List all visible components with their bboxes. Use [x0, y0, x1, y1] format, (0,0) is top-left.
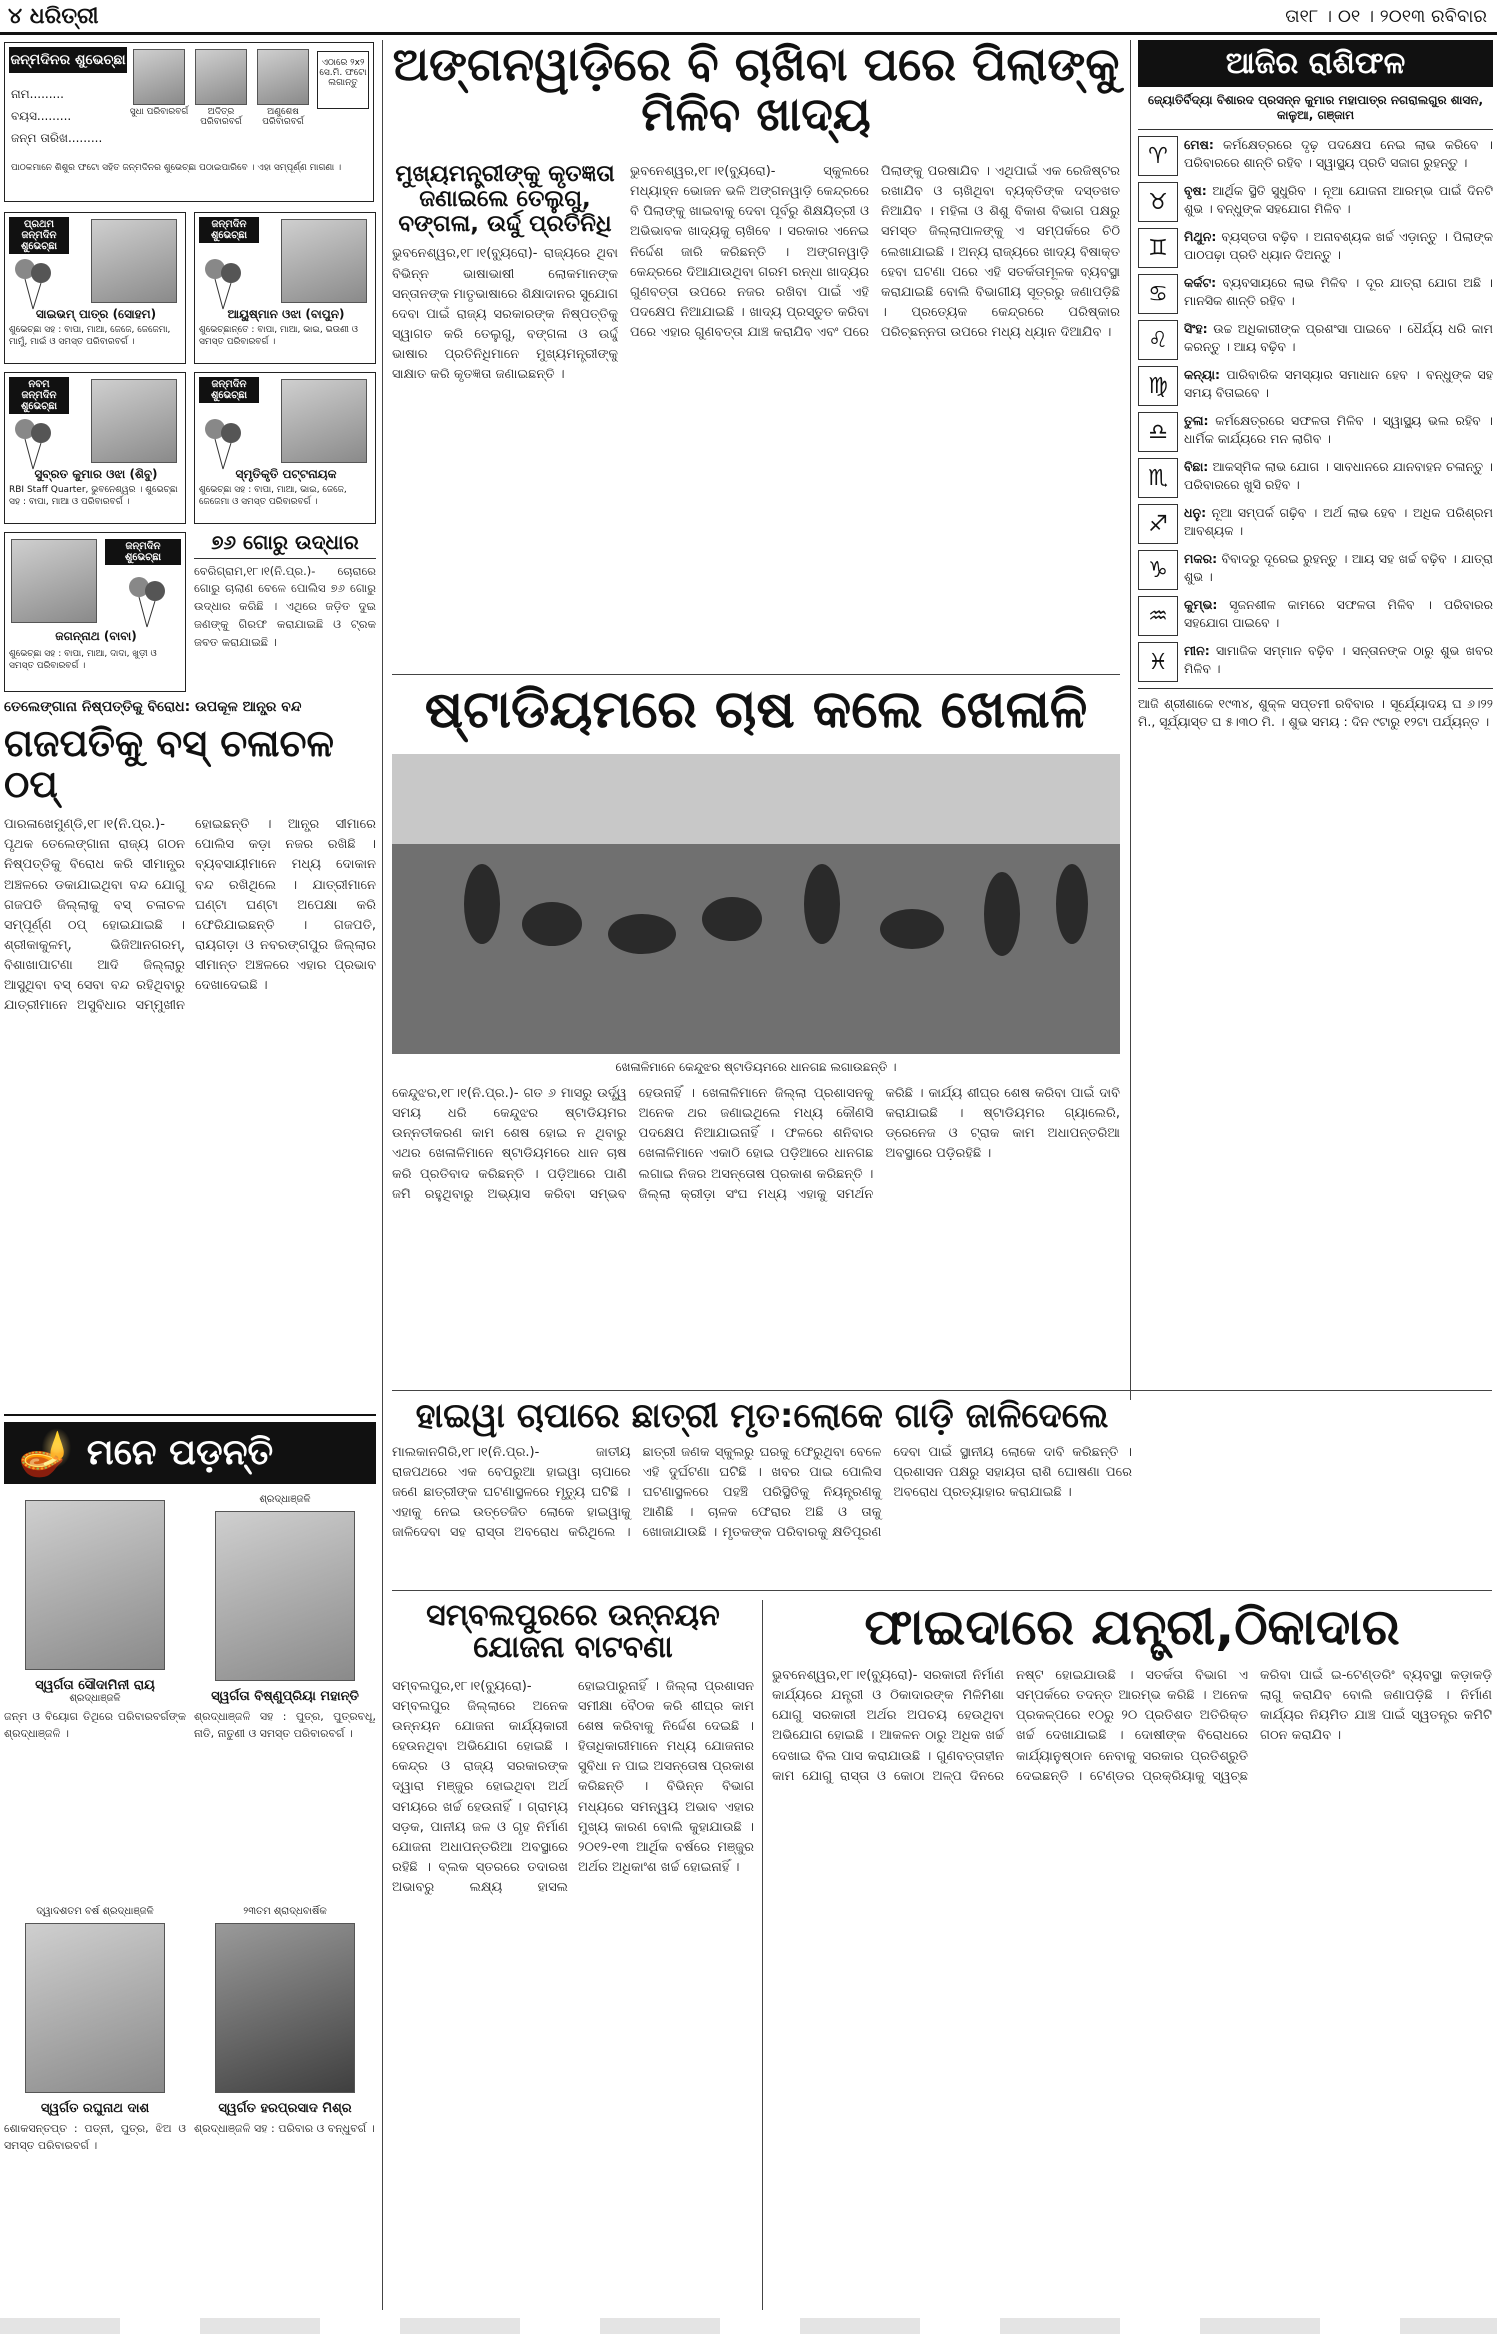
rashifal-title: ଆଜିର ରାଶିଫଳ	[1138, 40, 1493, 87]
leo-icon: ♌	[1138, 320, 1178, 360]
story-sambalpur	[392, 1600, 754, 2310]
birthday-text: RBI Staff Quarter, ଭୁବନେଶ୍ୱର । ଶୁଭେଚ୍ଛା ସହ : ବାପା, ମାଆ ଓ ପରିବାରବର୍ଗ ।	[9, 485, 178, 507]
child-name: ଆୟୁଷ୍ମାନ ଓଝା (ବାପୁନ)	[227, 307, 345, 321]
child-name: ସାଇଭମ୍ ପାତ୍ର (ସୋହମ)	[35, 307, 157, 321]
headline: ସମ୍ବଲପୁରରେ ଉନ୍ନୟନ ଯୋଜନା ବାଟବଣା	[426, 1598, 720, 1666]
kicker: ତେଲେଙ୍ଗାନା ନିଷ୍ପତ୍ତିକୁ ବିରୋଧ: ଉପକୂଳ ଆନ୍ଧ୍ର ବନ୍ଦ	[4, 699, 302, 715]
balloons-icon	[11, 255, 57, 311]
rashi-name: ଧନୁ:	[1184, 505, 1207, 520]
story-hywa	[392, 1398, 1132, 1578]
birthday-form-box	[4, 42, 374, 202]
story-cm-thanks	[392, 162, 618, 662]
memorial-text: ଶ୍ରଦ୍ଧାଞ୍ଜଳି ସହ : ପୁତ୍ର, ପୁତ୍ରବଧୂ, ନାତି, ନାତୁଣୀ ଓ ସମସ୍ତ ପରିବାରବର୍ଗ ।	[194, 1710, 376, 1741]
aries-icon: ♈	[1138, 136, 1178, 176]
birthday-form-title: ଜନ୍ମଦିନର ଶୁଭେଚ୍ଛା	[9, 47, 127, 73]
memorial-text: ଶ୍ରଦ୍ଧାଞ୍ଜଳି ସହ : ପରିବାର ଓ ବନ୍ଧୁବର୍ଗ ।	[194, 2122, 375, 2135]
column-rule	[1130, 40, 1131, 1400]
rashi-name: କନ୍ୟା:	[1184, 367, 1221, 382]
cancer-icon: ♋	[1138, 274, 1178, 314]
header-rule	[0, 32, 1497, 35]
story-cows	[194, 532, 376, 692]
rashi-name: ବୃଷ:	[1184, 183, 1207, 198]
birthday-ad	[194, 372, 376, 524]
memorial-title: ମନେ ପଡ଼ନ୍ତି	[86, 1432, 274, 1473]
article-body: ଭୁବନେଶ୍ୱର,୧୮।୧(ବ୍ୟୁରୋ)- ସ୍କୁଲରେ ମଧ୍ୟାହ୍ନ ଭୋଜନ ଭଳି ଅଙ୍ଗନୱାଡ଼ି କେନ୍ଦ୍ରରେ ବି ପିଲାଙ୍କୁ ଖାଇବାକୁ ଦେବା ପୂର୍ବରୁ ଶିକ୍ଷୟିତ୍ରୀ ଓ ଅଭିଭାବକ ଖାଦ୍ୟକୁ ଚାଖିବେ । ସରକାର ଏନେଇ ନିର୍ଦ୍ଦେଶ ଜାରି କରିଛନ୍ତି । ଅଙ୍ଗନୱାଡ଼ି କେନ୍ଦ୍ରରେ ଦିଆଯାଉଥିବା ଗରମ ରନ୍ଧା ଖାଦ୍ୟର ଗୁଣବତ୍ତା ଉପରେ ନଜର ରଖିବା ପାଇଁ ଏହି ପଦକ୍ଷେପ ନିଆଯାଇଛି । ଖାଦ୍ୟ ପ୍ରସ୍ତୁତ କରିବା ପରେ ଏହାର ଗୁଣବତ୍ତା ଯାଞ୍ଚ କରାଯିବ ଏବଂ ପରେ ପିଲାଙ୍କୁ ପରଷାଯିବ । ଏଥିପାଇଁ ଏକ ରେଜିଷ୍ଟର ରଖାଯିବ ଓ ଚାଖିଥିବା ବ୍ୟକ୍ତିଙ୍କ ଦସ୍ତଖତ ନିଆଯିବ । ମହିଳା ଓ ଶିଶୁ ବିକାଶ ବିଭାଗ ପକ୍ଷରୁ ସମସ୍ତ ଜିଲ୍ଲାପାଳଙ୍କୁ ଏ ସମ୍ପର୍କରେ ଚିଠି ଲେଖାଯାଇଛି । ଅନ୍ୟ ରାଜ୍ୟରେ ଖାଦ୍ୟ ବିଷାକ୍ତ ହେବା ଘଟଣା ପରେ ଏହି ସତର୍କତାମୂଳକ ବ୍ୟବସ୍ଥା କରାଯାଇଛି ବୋଲି ବିଭାଗୀୟ ସୂତ୍ରରୁ ଜଣାପଡ଼ିଛି । ପ୍ରତ୍ୟେକ କେନ୍ଦ୍ରରେ ପରିଷ୍କାର ପରିଚ୍ଛନ୍ନତା ଉପରେ ମଧ୍ୟ ଧ୍ୟାନ ଦିଆଯିବ ।	[630, 164, 1120, 341]
rashi-text: ଉଚ୍ଚ ଅଧିକାରୀଙ୍କ ପ୍ରଶଂସା ପାଇବେ । ଧୈର୍ଯ୍ୟ ଧରି କାମ କରନ୍ତୁ । ଆୟ ବଢ଼ିବ ।	[1184, 321, 1494, 355]
article-body: ଭୁବନେଶ୍ୱର,୧୮।୧(ବ୍ୟୁରୋ)- ସରକାରୀ ନିର୍ମାଣ କାର୍ଯ୍ୟରେ ଯନ୍ତ୍ରୀ ଓ ଠିକାଦାରଙ୍କ ମିଳିମିଶା ଯୋଗୁ ସରକାରୀ ଅର୍ଥର ଅପଚୟ ହେଉଥିବା ଅଭିଯୋଗ ହୋଇଛି । ଆକଳନ ଠାରୁ ଅଧିକ ଖର୍ଚ୍ଚ ଦେଖାଇ ବିଲ ପାସ କରାଯାଉଛି । ଗୁଣବତ୍ତାହୀନ କାମ ଯୋଗୁ ରାସ୍ତା ଓ କୋଠା ଅଳ୍ପ ଦିନରେ ନଷ୍ଟ ହୋଇଯାଉଛି । ସତର୍କତା ବିଭାଗ ଏ ସମ୍ପର୍କରେ ତଦନ୍ତ ଆରମ୍ଭ କରିଛି । ଅନେକ ପ୍ରକଳ୍ପରେ ୧୦ରୁ ୨୦ ପ୍ରତିଶତ ଅତିରିକ୍ତ ଖର୍ଚ୍ଚ ଦେଖାଯାଇଛି । ଦୋଷୀଙ୍କ ବିରୋଧରେ କାର୍ଯ୍ୟାନୁଷ୍ଠାନ ନେବାକୁ ସରକାର ପ୍ରତିଶ୍ରୁତି ଦେଇଛନ୍ତି । ଟେଣ୍ଡର ପ୍ରକ୍ରିୟାକୁ ସ୍ୱଚ୍ଛ କରିବା ପାଇଁ ଇ-ଟେଣ୍ଡରିଂ ବ୍ୟବସ୍ଥା କଡ଼ାକଡ଼ି ଲାଗୁ କରାଯିବ ବୋଲି ଜଣାପଡ଼ିଛି । ନିର୍ମାଣ କାର୍ଯ୍ୟର ନିୟମିତ ଯାଞ୍ଚ ପାଇଁ ସ୍ୱତନ୍ତ୍ର କମିଟି ଗଠନ କରାଯିବ ।	[772, 1668, 1492, 1784]
headline: ମୁଖ୍ୟମନ୍ତ୍ରୀଙ୍କୁ କୃତଜ୍ଞତା ଜଣାଇଲେ ତେଲୁଗୁ, ବଙ୍ଗଳା, ଉର୍ଦ୍ଦୁ ପ୍ରତିନିଧି	[395, 161, 615, 237]
portrait-photo	[25, 1500, 165, 1670]
birthday-text: ଶୁଭେଚ୍ଛାନ୍ତେ : ବାପା, ମାଆ, ଭାଇ, ଭଉଣୀ ଓ ସମସ୍ତ ପରିବାରବର୍ଗ ।	[199, 325, 358, 347]
photo-caption: ଖେଳାଳିମାନେ କେନ୍ଦୁଝର ଷ୍ଟାଡିୟମରେ ଧାନଗଛ ଲଗାଉଛନ୍ତି ।	[615, 1060, 897, 1074]
child-photo	[133, 49, 185, 105]
portrait-photo	[215, 1923, 355, 2093]
portrait-photo	[25, 1923, 165, 2093]
rashi-item	[1138, 228, 1493, 268]
rashi-text: ବ୍ୟସ୍ତତା ବଢ଼ିବ । ଅନାବଶ୍ୟକ ଖର୍ଚ୍ଚ ଏଡ଼ାନ୍ତୁ । ପିଲାଙ୍କ ପାଠପଢ଼ା ପ୍ରତି ଧ୍ୟାନ ଦିଅନ୍ତୁ ।	[1184, 229, 1493, 263]
child-photo	[195, 49, 247, 105]
page-footer-strip	[0, 2318, 1497, 2334]
rashi-item	[1138, 596, 1493, 636]
birthday-tag: ପ୍ରଥମ ଜନ୍ମଦିନ ଶୁଭେଚ୍ଛା	[9, 217, 69, 254]
child-photo	[281, 379, 367, 463]
aquarius-icon: ♒	[1138, 596, 1178, 636]
birthday-ad	[194, 212, 376, 364]
column-rule	[382, 40, 383, 2310]
scorpio-icon: ♏	[1138, 458, 1178, 498]
birthday-text: ଶୁଭେଚ୍ଛା ସହ : ବାପା, ମାଆ, ଭାଇ, ଜେଜେ, ଜେଜେମା ଓ ସମସ୍ତ ପରିବାରବର୍ଗ ।	[199, 485, 347, 507]
birthday-tag: ଜନ୍ମଦିନ ଶୁଭେଚ୍ଛା	[199, 217, 259, 243]
photo-size-note: ଏଠାରେ ୨x୨ ସେ.ମି. ଫଟୋ ଲଗାନ୍ତୁ	[317, 51, 369, 109]
rashi-item	[1138, 320, 1493, 360]
birthday-text: ଶୁଭେଚ୍ଛା ସହ : ବାପା, ମାଆ, ଜେଜେ, ଜେଜେମା, ମାମୁଁ, ମାଇଁ ଓ ସମସ୍ତ ପରିବାରବର୍ଗ ।	[9, 325, 171, 347]
article-body: କେନ୍ଦୁଝର,୧୮।୧(ନି.ପ୍ର.)- ଗତ ୬ ମାସରୁ ଉର୍ଦ୍ଧ୍ୱ ସମୟ ଧରି କେନ୍ଦୁଝର ଷ୍ଟାଡିୟମର ଉନ୍ନତୀକରଣ କାମ ଶେଷ ହୋଇ ନ ଥିବାରୁ ଏଥର ଖେଳାଳିମାନେ ଷ୍ଟାଡିୟମରେ ଧାନ ଚାଷ କରି ପ୍ରତିବାଦ କରିଛନ୍ତି । ପଡ଼ିଆରେ ପାଣି ଜମି ରହୁଥିବାରୁ ଅଭ୍ୟାସ କରିବା ସମ୍ଭବ ହେଉନାହିଁ । ଖେଳାଳିମାନେ ଜିଲ୍ଲା ପ୍ରଶାସନକୁ ଅନେକ ଥର ଜଣାଇଥିଲେ ମଧ୍ୟ କୌଣସି ପଦକ୍ଷେପ ନିଆଯାଇନାହିଁ । ଫଳରେ ଶନିବାର ଖେଳାଳିମାନେ ଏକାଠି ହୋଇ ପଡ଼ିଆରେ ଧାନଗଛ ଲଗାଇ ନିଜର ଅସନ୍ତୋଷ ପ୍ରକାଶ କରିଛନ୍ତି । ଜିଲ୍ଲା କ୍ରୀଡ଼ା ସଂଘ ମଧ୍ୟ ଏହାକୁ ସମର୍ଥନ କରିଛି । କାର୍ଯ୍ୟ ଶୀଘ୍ର ଶେଷ କରିବା ପାଇଁ ଦାବି କରାଯାଇଛି । ଷ୍ଟାଡିୟମର ଗ୍ୟାଲେରି, ଡ୍ରେନେଜ ଓ ଟ୍ରାକ କାମ ଅଧାପନ୍ତରିଆ ଅବସ୍ଥାରେ ପଡ଼ିରହିଛି ।	[392, 1086, 1120, 1202]
memorial-card	[4, 1906, 186, 2306]
rashi-text: ବ୍ୟବସାୟରେ ଲାଭ ମିଳିବ । ଦୂର ଯାତ୍ରା ଯୋଗ ଅଛି । ମାନସିକ ଶାନ୍ତି ରହିବ ।	[1184, 275, 1493, 309]
rashi-name: ମୀନ:	[1184, 643, 1210, 658]
story-contractor	[772, 1600, 1492, 2310]
headline: ୭୬ ଗୋରୁ ଉଦ୍ଧାର	[194, 532, 376, 559]
rashi-item	[1138, 136, 1493, 176]
libra-icon: ♎	[1138, 412, 1178, 452]
rashi-name: ସିଂହ:	[1184, 321, 1208, 336]
rashi-item	[1138, 642, 1493, 682]
gemini-icon: ♊	[1138, 228, 1178, 268]
article-body: ପାରଳାଖେମୁଣ୍ଡି,୧୮।୧(ନି.ପ୍ର.)- ପୃଥକ ତେଲେଙ୍ଗାନା ରାଜ୍ୟ ଗଠନ ନିଷ୍ପତ୍ତିକୁ ବିରୋଧ କରି ସୀମାନ୍ଧ୍ର ଅଞ୍ଚଳରେ ଡକାଯାଇଥିବା ବନ୍ଦ ଯୋଗୁ ଗଜପତି ଜିଲ୍ଲାକୁ ବସ୍ ଚଳାଚଳ ସମ୍ପୂର୍ଣ୍ଣ ଠପ୍ ହୋଇଯାଇଛି । ଶ୍ରୀକାକୁଳମ୍, ଭିଜିଆନଗରମ୍, ବିଶାଖାପାଟଣା ଆଦି ଜିଲ୍ଲାରୁ ଆସୁଥିବା ବସ୍ ସେବା ବନ୍ଦ ରହିଥିବାରୁ ଯାତ୍ରୀମାନେ ଅସୁବିଧାର ସମ୍ମୁଖୀନ ହୋଇଛନ୍ତି । ଆନ୍ଧ୍ର ସୀମାରେ ପୋଲିସ କଡ଼ା ନଜର ରଖିଛି । ବ୍ୟବସାୟୀମାନେ ମଧ୍ୟ ଦୋକାନ ବନ୍ଦ ରଖିଥିଲେ । ଯାତ୍ରୀମାନେ ଘଣ୍ଟା ଘଣ୍ଟା ଅପେକ୍ଷା କରି ଫେରିଯାଇଛନ୍ତି । ଗଜପତି, ରାୟଗଡ଼ା ଓ ନବରଙ୍ଗପୁର ଜିଲ୍ଲାର ସୀମାନ୍ତ ଅଞ୍ଚଳରେ ଏହାର ପ୍ରଭାବ ଦେଖାଦେଇଛି ।	[4, 817, 376, 1014]
balloons-icon	[11, 415, 57, 471]
sagittarius-icon: ♐	[1138, 504, 1178, 544]
person-name: ସ୍ୱର୍ଗତ ରଘୁନାଥ ଦାଶ	[40, 2101, 150, 2116]
rashi-item	[1138, 504, 1493, 544]
headline: ଗଜପତିକୁ ବସ୍ ଚଳାଚଳ ଠପ୍	[4, 721, 334, 807]
rashifal-subtitle: ଜ୍ୟୋତିର୍ବିଦ୍ୟା ବିଶାରଦ ପ୍ରସନ୍ନ କୁମାର ମହାପାତ୍ର ନଗରାଲଗୁର ଶାସନ, କାଳୁଆ, ଗଞ୍ଜାମ	[1138, 93, 1493, 130]
rashi-name: କର୍କଟ:	[1184, 275, 1217, 290]
section-rule	[392, 1590, 1492, 1591]
rashi-text: ସୃଜନଶୀଳ କାମରେ ସଫଳତା ମିଳିବ । ପରିବାରର ସହଯୋଗ ପାଇବେ ।	[1184, 597, 1493, 631]
form-field-dob: ଜନ୍ମ ତାରିଖ.........	[11, 131, 103, 145]
child-photo	[257, 49, 309, 105]
birthday-text: ଶୁଭେଚ୍ଛା ସହ : ବାପା, ମାଆ, ଦାଦା, ଖୁଡ଼ୀ ଓ ସମସ୍ତ ପରିବାରବର୍ଗ ।	[9, 649, 157, 671]
person-name: ସ୍ୱର୍ଗତା ସୌଦାମିନୀ ରାୟ	[35, 1678, 155, 1693]
photo-caption: ଅଦିତ୍ର ପରିବାରବର୍ଗ	[200, 107, 242, 127]
capricorn-icon: ♑	[1138, 550, 1178, 590]
birthday-ad	[4, 372, 186, 524]
rashi-name: ତୁଳା:	[1184, 413, 1209, 428]
section-rule	[392, 1390, 1492, 1391]
memorial-text: ଶୋକସନ୍ତପ୍ତ : ପତ୍ନୀ, ପୁତ୍ର, ଝିଅ ଓ ସମସ୍ତ ପରିବାରବର୍ଗ ।	[4, 2122, 186, 2153]
photo-caption: ସୁଧା ପରିବାରବର୍ଗ	[129, 107, 189, 117]
memorial-card	[4, 1494, 186, 1894]
panchanga: ଆଜି ଶ୍ରୀଶାକେ ୧୯୩୪, ଶୁକ୍ଳ ସପ୍ତମୀ ରବିବାର । ସୂର୍ଯ୍ୟୋଦୟ ଘ ୬।୨୨ ମି., ସୂର୍ଯ୍ୟାସ୍ତ ଘ ୫।୩୦ ମି. । ଶୁଭ ସମୟ : ଦିନ ୯ଟାରୁ ୧୨ଟା ପର୍ଯ୍ୟନ୍ତ ।	[1138, 688, 1493, 731]
stadium-photo	[392, 754, 1120, 1054]
section-rule	[392, 674, 1120, 675]
rashi-name: ମିଥୁନ:	[1184, 229, 1217, 244]
headline: ଫାଇଦାରେ ଯନ୍ତ୍ରୀ,ଠିକାଦାର	[864, 1598, 1400, 1656]
date-line: ତା୧୮ । ୦୧ । ୨୦୧୩ ରବିବାର	[1285, 6, 1487, 27]
story-bus	[4, 700, 376, 1405]
birthday-ads	[4, 212, 376, 692]
article-body: ମାଲକାନଗିରି,୧୮।୧(ନି.ପ୍ର.)- ଜାତୀୟ ରାଜପଥରେ ଏକ ବେପରୁଆ ହାଇୱା ଚାପାରେ ଜଣେ ଛାତ୍ରୀଙ୍କ ଘଟଣାସ୍ଥଳରେ ମୃତ୍ୟୁ ଘଟିଛି । ଏହାକୁ ନେଇ ଉତ୍ତେଜିତ ଲୋକେ ହାଇୱାକୁ ଜାଳିଦେବା ସହ ରାସ୍ତା ଅବରୋଧ କରିଥିଲେ । ଛାତ୍ରୀ ଜଣକ ସ୍କୁଲରୁ ଘରକୁ ଫେରୁଥିବା ବେଳେ ଏହି ଦୁର୍ଘଟଣା ଘଟିଛି । ଖବର ପାଇ ପୋଲିସ ଘଟଣାସ୍ଥଳରେ ପହଞ୍ଚି ପରିସ୍ଥିତିକୁ ନିୟନ୍ତ୍ରଣକୁ ଆଣିଛି । ଚାଳକ ଫେରାର ଅଛି ଓ ତାକୁ ଖୋଜାଯାଉଛି । ମୃତକଙ୍କ ପରିବାରକୁ କ୍ଷତିପୂରଣ ଦେବା ପାଇଁ ସ୍ଥାନୀୟ ଲୋକେ ଦାବି କରିଛନ୍ତି । ପ୍ରଶାସନ ପକ୍ଷରୁ ସହାୟତା ରାଶି ଘୋଷଣା ପରେ ଅବରୋଧ ପ୍ରତ୍ୟାହାର କରାଯାଇଛି ।	[392, 1444, 1132, 1541]
child-name: ସ୍ମୃତିକୃତି ପଟ୍ଟନାୟକ	[235, 467, 337, 481]
column-rule	[762, 1600, 763, 2310]
article-body: ସମ୍ବଲପୁର,୧୮।୧(ବ୍ୟୁରୋ)- ସମ୍ବଲପୁର ଜିଲ୍ଲାରେ ଅନେକ ଉନ୍ନୟନ ଯୋଜନା କାର୍ଯ୍ୟକାରୀ ହେଉନଥିବା ଅଭିଯୋଗ ହୋଇଛି । କେନ୍ଦ୍ର ଓ ରାଜ୍ୟ ସରକାରଙ୍କ ଦ୍ୱାରା ମଞ୍ଜୁର ହୋଇଥିବା ଅର୍ଥ ସମୟରେ ଖର୍ଚ୍ଚ ହେଉନାହିଁ । ଗ୍ରାମ୍ୟ ସଡ଼କ, ପାନୀୟ ଜଳ ଓ ଗୃହ ନିର୍ମାଣ ଯୋଜନା ଅଧାପନ୍ତରିଆ ଅବସ୍ଥାରେ ରହିଛି । ବ୍ଲକ ସ୍ତରରେ ତଦାରଖ ଅଭାବରୁ ଲକ୍ଷ୍ୟ ହାସଲ ହୋଇପାରୁନାହିଁ । ଜିଲ୍ଲା ପ୍ରଶାସନ ସମୀକ୍ଷା ବୈଠକ କରି ଶୀଘ୍ର କାମ ଶେଷ କରିବାକୁ ନିର୍ଦ୍ଦେଶ ଦେଇଛି । ହିତାଧିକାରୀମାନେ ମଧ୍ୟ ଯୋଜନାର ସୁବିଧା ନ ପାଇ ଅସନ୍ତୋଷ ପ୍ରକାଶ କରିଛନ୍ତି । ବିଭିନ୍ନ ବିଭାଗ ମଧ୍ୟରେ ସମନ୍ୱୟ ଅଭାବ ଏହାର ମୁଖ୍ୟ କାରଣ ବୋଲି କୁହାଯାଉଛି । ୨୦୧୨-୧୩ ଆର୍ଥିକ ବର୍ଷରେ ମଞ୍ଜୁର ଅର୍ଥର ଅଧିକାଂଶ ଖର୍ଚ୍ଚ ହୋଇନାହିଁ ।	[392, 1678, 754, 1896]
rashi-text: କର୍ମକ୍ଷେତ୍ରରେ ସଫଳତା ମିଳିବ । ସ୍ୱାସ୍ଥ୍ୟ ଭଲ ରହିବ । ଧାର୍ମିକ କାର୍ଯ୍ୟରେ ମନ ଲାଗିବ ।	[1184, 413, 1493, 447]
memorial-label: ଦ୍ୱାଦଶତମ ବର୍ଷ ଶ୍ରଦ୍ଧାଞ୍ଜଳି	[36, 1906, 154, 1917]
virgo-icon: ♍	[1138, 366, 1178, 406]
rashi-text: ପାରିବାରିକ ସମସ୍ୟାର ସମାଧାନ ହେବ । ବନ୍ଧୁଙ୍କ ସହ ସମୟ ବିତାଇବେ ।	[1184, 367, 1493, 401]
headline: ଅଙ୍ଗନୱାଡ଼ିରେ ବି ଚାଖିବା ପରେ ପିଲାଙ୍କୁ ମିଳିବ ଖାଦ୍ୟ	[392, 37, 1120, 141]
oil-lamp-icon: 🪔	[18, 1428, 73, 1479]
child-name: ସୁବ୍ରତ କୁମାର ଓଝା (ଶିବୁ)	[34, 467, 158, 481]
memorial-banner	[4, 1422, 376, 1484]
pisces-icon: ♓	[1138, 642, 1178, 682]
birthday-tag: ନବମ ଜନ୍ମଦିନ ଶୁଭେଚ୍ଛା	[9, 377, 69, 414]
memorial-label: ଶ୍ରଦ୍ଧାଞ୍ଜଳି	[69, 1693, 121, 1704]
person-name: ସ୍ୱର୍ଗତା ବିଷ୍ଣୁପ୍ରିୟା ମହାନ୍ତି	[211, 1689, 359, 1704]
form-field-name: ନାମ.........	[11, 87, 64, 101]
headline: ଷ୍ଟାଡିୟମରେ ଚାଷ କଲେ ଖେଳାଳି	[424, 680, 1088, 740]
birthday-tag: ଜନ୍ମଦିନ ଶୁଭେଚ୍ଛା	[105, 539, 181, 565]
balloons-icon	[125, 573, 171, 629]
rashi-text: କର୍ମକ୍ଷେତ୍ରରେ ଦୃଢ଼ ପଦକ୍ଷେପ ନେଇ ଲାଭ କରିବେ । ପରିବାରରେ ଶାନ୍ତି ରହିବ । ସ୍ୱାସ୍ଥ୍ୟ ପ୍ରତି ସଜାଗ ରୁହନ୍ତୁ ।	[1184, 137, 1493, 171]
child-photo	[91, 219, 177, 303]
portrait-photo	[215, 1511, 355, 1681]
rashi-text: ନୂଆ ସମ୍ପର୍କ ଗଢ଼ିବ । ଅର୍ଥ ଲାଭ ହେବ । ଅଧିକ ପରିଶ୍ରମ ଆବଶ୍ୟକ ।	[1184, 505, 1493, 539]
headline: ହାଇୱା ଚାପାରେ ଛାତ୍ରୀ ମୃତ:ଲୋକେ ଗାଡ଼ି ଜାଳିଦେଲେ	[415, 1396, 1109, 1436]
article-body: ବେରିଗ୍ରାମ,୧୮।୧(ନି.ପ୍ର.)- ଚୋରାରେ ଗୋରୁ ଚାଲାଣ ବେଳେ ପୋଲିସ ୭୬ ଗୋରୁ ଉଦ୍ଧାର କରିଛି । ଏଥିରେ ଜଡ଼ିତ ଦୁଇ ଜଣଙ୍କୁ ଗିରଫ କରାଯାଇଛି ଓ ଟ୍ରକ ଜବତ କରାଯାଇଛି ।	[194, 563, 376, 649]
rashi-text: ଆର୍ଥିକ ସ୍ଥିତି ସୁଧୁରିବ । ନୂଆ ଯୋଜନା ଆରମ୍ଭ ପାଇଁ ଦିନଟି ଶୁଭ । ବନ୍ଧୁଙ୍କ ସହଯୋଗ ମିଳିବ ।	[1184, 183, 1493, 217]
rashi-name: ମେଷ:	[1184, 137, 1214, 152]
memorial-text: ଜନ୍ମ ଓ ବିୟୋଗ ତିଥିରେ ପରିବାରବର୍ଗଙ୍କ ଶ୍ରଦ୍ଧାଞ୍ଜଳି ।	[4, 1710, 186, 1741]
form-field-age: ବୟସ.........	[11, 109, 72, 123]
memorial-card	[194, 1494, 376, 1894]
balloons-icon	[201, 415, 247, 471]
child-name: ଜଗନ୍ନାଥ (ବାବା)	[55, 629, 137, 643]
taurus-icon: ♉	[1138, 182, 1178, 222]
rashi-item	[1138, 412, 1493, 452]
memorial-section	[4, 1414, 376, 2316]
birthday-form-fields	[11, 83, 131, 149]
article-body: ଭୁବନେଶ୍ୱର,୧୮।୧(ବ୍ୟୁରୋ)- ରାଜ୍ୟରେ ଥିବା ବିଭିନ୍ନ ଭାଷାଭାଷୀ ଲୋକମାନଙ୍କ ସନ୍ତାନଙ୍କ ମାତୃଭାଷାରେ ଶିକ୍ଷାଦାନର ସୁଯୋଗ ଦେବା ପାଇଁ ରାଜ୍ୟ ସରକାରଙ୍କ ନିଷ୍ପତ୍ତିକୁ ସ୍ୱାଗତ କରି ତେଲୁଗୁ, ବଙ୍ଗଳା ଓ ଉର୍ଦ୍ଦୁ ଭାଷାର ପ୍ରତିନିଧିମାନେ ମୁଖ୍ୟମନ୍ତ୍ରୀଙ୍କୁ ସାକ୍ଷାତ କରି କୃତଜ୍ଞତା ଜଣାଇଛନ୍ତି ।	[392, 246, 618, 383]
balloons-icon	[201, 255, 247, 311]
photo-caption: ଅଣୁଶେଷ ପରିବାରବର୍ଗ	[262, 107, 304, 127]
rashi-item	[1138, 458, 1493, 498]
child-photo	[11, 539, 97, 623]
child-photo	[91, 379, 177, 463]
birthday-form-footnote: ପାଠକମାନେ ଶିଶୁର ଫଟୋ ସହିତ ଜନ୍ମଦିନର ଶୁଭେଚ୍ଛା ପଠାଇପାରିବେ । ଏହା ସମ୍ପୂର୍ଣ୍ଣ ମାଗଣା ।	[11, 163, 342, 173]
memorial-card	[194, 1906, 376, 2306]
story-stadium	[392, 682, 1120, 1382]
story-anganwadi	[392, 37, 1120, 670]
rashifal-section	[1138, 40, 1493, 1385]
birthday-ad	[4, 532, 186, 692]
rashi-name: ମକର:	[1184, 551, 1218, 566]
rashi-text: ସାମାଜିକ ସମ୍ମାନ ବଢ଼ିବ । ସନ୍ତାନଙ୍କ ଠାରୁ ଶୁଭ ଖବର ମିଳିବ ।	[1184, 643, 1493, 677]
memorial-label: ଶ୍ରଦ୍ଧାଞ୍ଜଳି	[259, 1494, 311, 1505]
rashi-name: କୁମ୍ଭ:	[1184, 597, 1218, 612]
page-label: ୪ ଧରିତ୍ରୀ	[8, 4, 99, 29]
rashi-text: ବିବାଦରୁ ଦୂରେଇ ରୁହନ୍ତୁ । ଆୟ ସହ ଖର୍ଚ୍ଚ ବଢ଼ିବ । ଯାତ୍ରା ଶୁଭ ।	[1184, 551, 1493, 585]
rashi-text: ଆକସ୍ମିକ ଲାଭ ଯୋଗ । ସାବଧାନରେ ଯାନବାହନ ଚଳାନ୍ତୁ । ପରିବାରରେ ଖୁସି ରହିବ ।	[1184, 459, 1493, 493]
birthday-ad	[4, 212, 186, 364]
rashi-item	[1138, 274, 1493, 314]
birthday-tag: ଜନ୍ମଦିନ ଶୁଭେଚ୍ଛା	[199, 377, 259, 403]
rashi-item	[1138, 182, 1493, 222]
rashi-item	[1138, 550, 1493, 590]
rashi-item	[1138, 366, 1493, 406]
child-photo	[281, 219, 367, 303]
memorial-label: ୨୩ତମ ଶ୍ରାଦ୍ଧବାର୍ଷିକ	[243, 1906, 327, 1917]
rashi-name: ବିଛା:	[1184, 459, 1209, 474]
person-name: ସ୍ୱର୍ଗତ ହରପ୍ରସାଦ ମିଶ୍ର	[218, 2101, 352, 2116]
